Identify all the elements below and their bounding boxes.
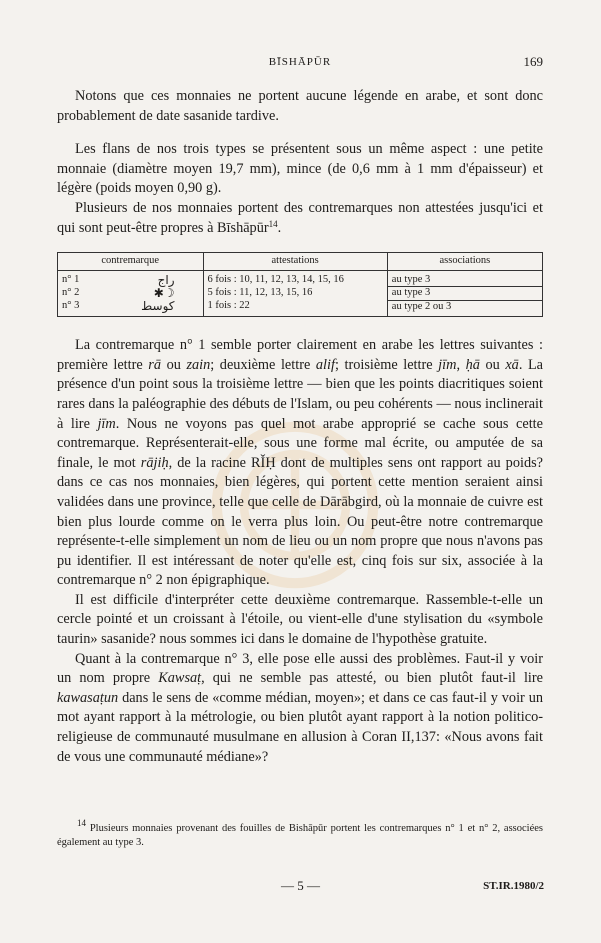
footnote-mark: 14 (77, 818, 86, 828)
footnote-ref: 14 (268, 218, 278, 229)
row-label: n° 1 (62, 273, 80, 285)
table-row (58, 270, 543, 287)
paragraph-4: La contremarque n° 1 semble porter clairement en arabe les lettres suivantes : première lettre rā ou zain; deuxième lettre alif; troisième lettre jīm, ḥā ou xā. La présence d'un point sous la troisième lettre — bien que les points diacritiques soient rares dans la paléographie des débuts de l'Islam, ou peu cohérents — nous inclinerait à lire jīm. Nous ne voyons pas quel mot arabe approprié se cache sous cette contremarque. Représenterait-elle, sous une forme mal écrite, ou amputée de sa finale, le mot rājiḥ, de la racine RǏḤ dont de multiples sens ont rapport au poids? dans ce cas nos monnaies, bien légères, qui portent cette mention seraient ainsi validées dans une province, telle que celle de Dārābgird, où la monnaie de cuivre est bien plus lourde comme on le verra plus loin. Ou peut-être notre contremarque représente-t-elle simplement un nom de lieu ou un nom propre que nous n'avons pas pu identifier. Il est intéressant de noter qu'elle est, cinq fois sur six, associée à la contremarque n° 2 non épigraphique. (57, 337, 544, 589)
row-label: n° 3 (62, 300, 80, 312)
arabic-countermark: راج (157, 272, 175, 287)
paragraph-6: Quant à la contremarque n° 3, elle pose elle aussi des problèmes. Faut-il y voir un nom propre Kawsaṭ, qui ne semble pas attesté, ou bien plutôt faut-il lire kawasaṭun dans le sens de «comme médian, moyen»; et dans ce cas faut-il y voir un mot ayant rapport à la métrologie, ou bien plutôt ayant rapport à la notion politico-religieuse de communauté musulmane en allusion à Coran II,137: «Nous avons fait de vous une communauté médiane»? (57, 650, 543, 765)
page-marker: — 5 — (281, 878, 320, 893)
running-title: BĪSHĀPŪR (268, 56, 332, 68)
contremarque-table (57, 252, 543, 317)
header-contremarque: contremarque (58, 253, 204, 271)
row-associations: au type 2 ou 3 (387, 300, 542, 317)
body-text (57, 87, 543, 767)
row-label: n° 2 (62, 286, 80, 298)
journal-reference: ST.IR.1980/2 (483, 880, 544, 892)
countermark-symbol: ☽✱ (153, 285, 175, 300)
page-number: 169 (523, 54, 543, 69)
header-attestations: attestations (203, 253, 387, 271)
row-associations: au type 3 (387, 287, 542, 301)
contremarque-table-wrap (57, 252, 543, 317)
table-row (58, 287, 543, 301)
running-head (57, 56, 543, 68)
table-header-row (58, 253, 543, 271)
table-row (58, 300, 543, 317)
footnote-text: Plusieurs monnaies provenant des fouilles de Bishāpūr portent les contremarques n° 1 et n° 2, associées également au type 3. (57, 823, 543, 848)
header-associations: associations (387, 253, 542, 271)
paragraph-1: Notons que ces monnaies ne portent aucune légende en arabe, et sont donc probablement de date sasanide tardive. (57, 88, 543, 124)
paragraph-5: Il est difficile d'interpréter cette deuxième contremarque. Rassemble-t-elle un cercle pointé et un croissant à l'étoile, ou vient-elle d'une stylisation du «symbole taurin» sasanide? nous sommes ici dans le domaine de l'hypothèse gratuite. (57, 591, 543, 648)
paragraph-2: Les flans de nos trois types se présentent sous un même aspect : une petite monnaie (diamètre moyen 19,7 mm), mince (de 0,6 mm à 1 mm d'épaisseur) et légère (poids moyen 0,90 g). (57, 141, 543, 197)
row-associations: au type 3 (387, 270, 542, 287)
row-attestations: 6 fois : 10, 11, 12, 13, 14, 15, 16 (203, 270, 387, 287)
arabic-countermark: كوسط (141, 299, 175, 314)
footnote (57, 818, 543, 850)
row-attestations: 5 fois : 11, 12, 13, 15, 16 (203, 287, 387, 301)
paragraph-3: Plusieurs de nos monnaies portent des contremarques non attestées jusqu'ici et qui sont peut-être propres à Bīshāpūr$^{14}$. (57, 199, 543, 236)
row-attestations: 1 fois : 22 (203, 300, 387, 317)
